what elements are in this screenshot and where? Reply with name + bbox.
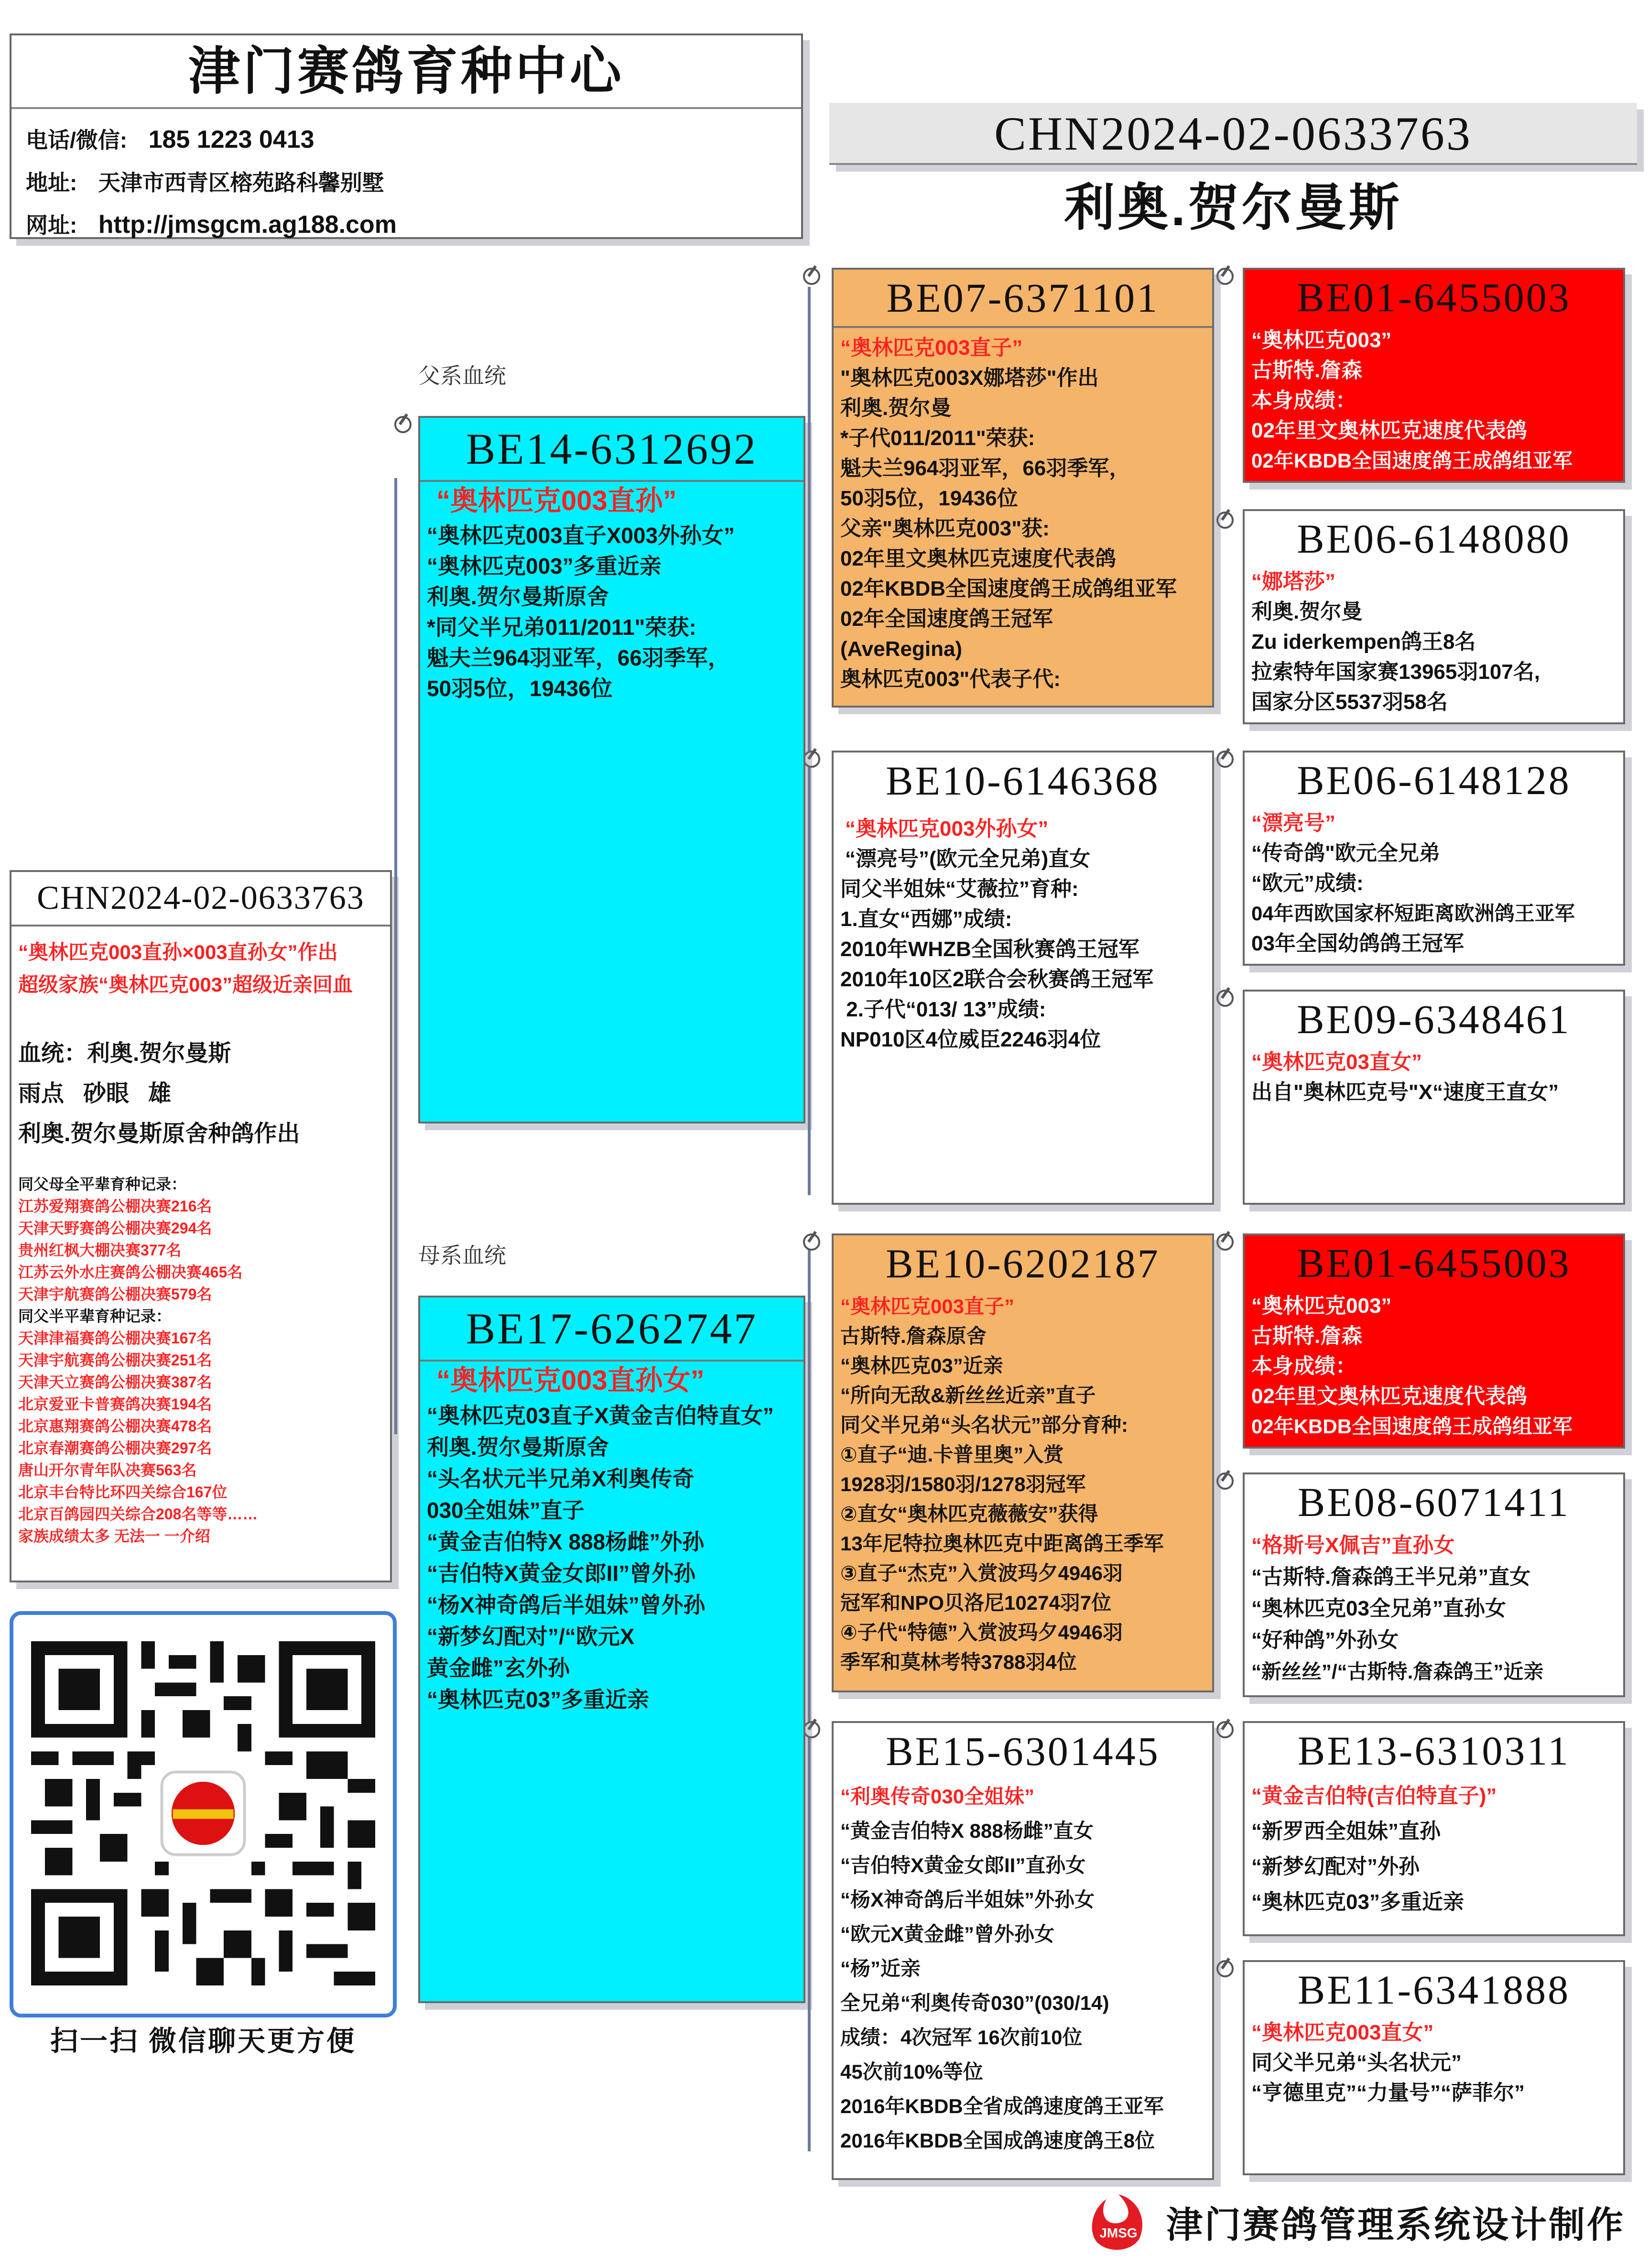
pedigree-line: 黄金雌”玄外孙 <box>427 1656 570 1680</box>
pedigree-line: ③直子“杰克”入赏波玛夕4946羽 <box>840 1562 1123 1584</box>
dsd-ring: BE08-6071411 <box>1297 1479 1571 1525</box>
dds-card[interactable] <box>1243 1721 1625 1936</box>
pedigree-line: 2010年WHZB全国秋赛鸽王冠军 <box>840 938 1139 961</box>
pedigree-line: 魁夫兰964羽亚军，66羽季军， <box>840 457 1130 480</box>
record-line: 北京春潮赛鸽公棚决赛297名 <box>18 1439 212 1457</box>
sds-lines <box>1245 808 1623 959</box>
pedigree-line: 2010年10区2联合会秋赛鸽王冠军 <box>840 968 1154 991</box>
pedigree-line: “杨”近亲 <box>840 1957 921 1980</box>
sss-card[interactable] <box>1243 268 1625 483</box>
record-line: 北京爱亚卡普赛鸽决赛194名 <box>18 1396 212 1413</box>
subject-line <box>18 1001 383 1034</box>
sss-lines <box>1245 325 1623 476</box>
pin-icon <box>1216 1472 1234 1490</box>
pedigree-line: “奥林匹克003” <box>1251 1294 1392 1318</box>
pedigree-line: “格斯号X佩吉”直孙女 <box>1251 1534 1455 1557</box>
pedigree-line: 魁夫兰964羽亚军，66羽季军， <box>427 645 730 670</box>
pedigree-line: 季军和莫林考特3788羽4位 <box>840 1651 1077 1673</box>
pin-icon <box>803 1721 820 1738</box>
sire-dam-lines <box>834 809 1212 1055</box>
address-text: 天津市西青区榕苑路科馨别墅 <box>98 170 384 195</box>
record-line: 同父半平辈育种记录： <box>18 1308 172 1325</box>
pedigree-line: *子代011/2011"荣获: <box>840 426 1035 450</box>
pedigree-line: 古斯特.詹森原舍 <box>840 1325 987 1347</box>
dam-sire-card[interactable] <box>832 1233 1214 1692</box>
sire-section-label: 父系血统 <box>418 363 506 388</box>
pedigree-line: “所向无敌&新丝丝近亲”直子 <box>840 1384 1096 1407</box>
pedigree-line: “奥林匹克003” <box>1251 328 1392 352</box>
record-line: 江苏云外水庄赛鸽公棚决赛465名 <box>18 1264 243 1281</box>
pin-icon <box>803 268 820 285</box>
pedigree-line: 利奥.贺尔曼斯原舍 <box>427 584 609 609</box>
dss-lines <box>1245 1291 1623 1441</box>
sire-sire-lines <box>834 328 1212 694</box>
ssd-lines <box>1245 567 1623 717</box>
pedigree-line: “奥林匹克003直孙” <box>436 485 677 516</box>
pin-icon <box>394 416 412 433</box>
dss-ring: BE01-6455003 <box>1297 1240 1571 1286</box>
pin-icon <box>1216 751 1234 768</box>
footer-logo-text: JMSG <box>1099 2225 1138 2240</box>
pedigree-line: 1.直女“西娜”成绩: <box>840 907 1012 931</box>
record-line: 北京惠翔赛鸽公棚决赛478名 <box>18 1418 212 1435</box>
sire-sire-ring: BE07-6371101 <box>834 270 1212 328</box>
qr-frame[interactable] <box>10 1611 397 2017</box>
subject-line: 利奥.贺尔曼斯原舍种鸽作出 <box>18 1121 300 1146</box>
subject-line: “奥林匹克003直孙×003直孙女”作出 <box>18 941 338 963</box>
sire-sire-card[interactable] <box>832 268 1214 708</box>
connector-main <box>394 478 397 1434</box>
qr-code-icon[interactable] <box>31 1641 375 1985</box>
pedigree-line: 02年KBDB全国速度鸽王成鸽组亚军 <box>1251 449 1573 472</box>
center-info-box <box>10 33 803 239</box>
sire-dam-card[interactable] <box>832 751 1214 1205</box>
pedigree-line: “奥林匹克003直子” <box>840 1295 1015 1318</box>
sss-ring: BE01-6455003 <box>1297 274 1571 320</box>
web-link[interactable]: http://jmsgcm.ag188.com <box>98 211 397 239</box>
phone-row <box>26 119 787 161</box>
title-ring: CHN2024-02-0633763 <box>994 107 1472 160</box>
pin-icon <box>1216 1233 1234 1251</box>
pin-icon <box>1216 990 1234 1007</box>
subject-records <box>11 1154 390 1547</box>
center-name: 津门赛鸽育种中心 <box>11 35 801 109</box>
title-ring-bar <box>829 103 1637 165</box>
connector-sire <box>808 287 811 1195</box>
web-label: 网址: <box>26 213 77 238</box>
pedigree-line: “新罗西全姐妹”直孙 <box>1251 1820 1441 1843</box>
pedigree-line: 1928羽/1580羽/1278羽冠军 <box>840 1473 1086 1495</box>
pedigree-line: ④子代“特德”入赏波玛夕4946羽 <box>840 1621 1123 1644</box>
pedigree-line: Zu iderkempen鸽王8名 <box>1251 630 1476 654</box>
record-line: 天津津福赛鸽公棚决赛167名 <box>18 1330 212 1347</box>
pedigree-line: 同父半兄弟“头名状元” <box>1251 2051 1462 2074</box>
pedigree-line: “奥林匹克03”近亲 <box>840 1354 1003 1377</box>
phone-number[interactable]: 185 1223 0413 <box>148 126 315 153</box>
dds-ring: BE13-6310311 <box>1297 1728 1571 1774</box>
pedigree-line: “头名状元半兄弟X利奥传奇 <box>427 1466 694 1491</box>
subject-lines <box>11 927 390 1154</box>
pedigree-line: “亨德里克”“力量号”“萨菲尔” <box>1251 2081 1525 2104</box>
title-strain: 利奥.贺尔曼斯 <box>1064 180 1402 236</box>
pedigree-line: 02年里文奥林匹克速度代表鸽 <box>1251 1385 1527 1408</box>
record-line: 同父母全平辈育种记录： <box>18 1176 187 1193</box>
dam-section-label: 母系血统 <box>418 1243 506 1268</box>
pedigree-line: “奥林匹克003直子” <box>840 336 1023 360</box>
pedigree-line: 本身成绩： <box>1251 1354 1356 1378</box>
pedigree-line: “新丝丝”/“古斯特.詹森鸽王”近亲 <box>1251 1660 1544 1683</box>
pedigree-line: “奥林匹克03全兄弟”直孙女 <box>1251 1597 1506 1620</box>
footer-logo <box>1085 2190 1152 2257</box>
record-line: 贵州红枫大棚决赛377名 <box>18 1242 182 1259</box>
pedigree-line: “古斯特.詹森鸽王半兄弟”直女 <box>1251 1565 1531 1589</box>
pedigree-line: 2016年KBDB全国成鸽速度鸽王8位 <box>840 2129 1155 2152</box>
pedigree-line: “漂亮号”(欧元全兄弟)直女 <box>845 847 1091 871</box>
pedigree-line: “漂亮号” <box>1251 811 1335 835</box>
pedigree-line: ①直子“迪.卡普里奥”入赏 <box>840 1443 1064 1466</box>
pedigree-line: 奥林匹克003"代表子代: <box>840 667 1061 691</box>
sire-ring: BE14-6312692 <box>420 418 803 482</box>
pedigree-line: “黄金吉伯特(吉伯特直子)” <box>1251 1784 1497 1808</box>
subject-ring: CHN2024-02-0633763 <box>11 872 390 927</box>
pedigree-line: 利奥.贺尔曼 <box>840 396 952 420</box>
pedigree-line: 13年尼特拉奥林匹克中距离鸽王季军 <box>840 1532 1164 1555</box>
pedigree-line: “利奥传奇030全姐妹” <box>840 1785 1035 1808</box>
address-row <box>26 161 787 204</box>
pedigree-line: 2.子代“013/ 13”成绩: <box>840 998 1046 1021</box>
pedigree-line: 成绩：4次冠军 16次前10位 <box>840 2026 1083 2049</box>
record-line: 天津天野赛鸽公棚决赛294名 <box>18 1220 212 1237</box>
pedigree-line: 02年里文奥林匹克速度代表鸽 <box>1251 419 1527 442</box>
dss-card[interactable] <box>1243 1233 1625 1449</box>
pedigree-line: 全兄弟“利奥传奇030”(030/14) <box>840 1992 1109 2014</box>
pedigree-line: 本身成绩： <box>1251 389 1356 412</box>
pedigree-line: “黄金吉伯特X 888杨雌”直女 <box>840 1820 1094 1842</box>
record-line: 天津宇航赛鸽公棚决赛251名 <box>18 1352 212 1369</box>
dsd-card[interactable] <box>1243 1472 1625 1697</box>
sds-ring: BE06-6148128 <box>1297 757 1571 803</box>
pin-icon <box>1216 1960 1234 1977</box>
record-line: 唐山开尔青年队决赛563名 <box>18 1461 197 1479</box>
pedigree-line: "奥林匹克003X娜塔莎"作出 <box>840 366 1099 390</box>
dds-lines <box>1245 1778 1623 1920</box>
pedigree-line: 03年全国幼鸽鸽王冠军 <box>1251 932 1464 955</box>
pedigree-line: 国家分区5537羽58名 <box>1251 690 1448 714</box>
sdd-ring: BE09-6348461 <box>1297 996 1571 1042</box>
pedigree-line: 利奥.贺尔曼 <box>1251 600 1363 623</box>
pedigree-line: 2016年KBDB全省成鸽速度鸽王亚军 <box>840 2095 1164 2117</box>
footer-credit: 津门赛鸽管理系统设计制作 <box>1166 2205 1625 2246</box>
pedigree-line: 同父半姐妹“艾薇拉”育种: <box>840 877 1079 901</box>
pedigree-line: 50羽5位，19436位 <box>427 676 613 701</box>
record-line: 天津天立赛鸽公棚决赛387名 <box>18 1374 212 1391</box>
pedigree-line: “新梦幻配对”外孙 <box>1251 1855 1420 1878</box>
web-row <box>26 204 787 246</box>
sire-lines <box>420 482 803 704</box>
pedigree-line: 02年KBDB全国速度鸽王成鸽组亚军 <box>840 577 1177 600</box>
pedigree-line: 拉索特年国家赛13965羽107名, <box>1251 660 1540 684</box>
dam-sire-ring: BE10-6202187 <box>886 1241 1160 1287</box>
pedigree-line: 出自"奥林匹克号"X“速度王直女” <box>1251 1080 1559 1104</box>
pedigree-line: “传奇鸽"欧元全兄弟 <box>1251 841 1440 865</box>
pedigree-line: 45次前10%等位 <box>840 2061 983 2083</box>
record-line: 家族成绩太多 无法一 一介绍 <box>18 1527 210 1545</box>
dam-ring: BE17-6262747 <box>420 1298 803 1362</box>
pedigree-line: “奥林匹克003”多重近亲 <box>427 554 662 578</box>
dsd-lines <box>1245 1530 1623 1688</box>
pedigree-line: “黄金吉伯特X 888杨雌”外孙 <box>427 1529 705 1554</box>
pedigree-line: “奥林匹克03”多重近亲 <box>427 1687 650 1712</box>
pedigree-line: ②直女“奥林匹克薇薇安”获得 <box>840 1503 1098 1525</box>
sds-card[interactable] <box>1243 751 1625 966</box>
pedigree-line: 50羽5位，19436位 <box>840 487 1018 510</box>
subject-line: 血统：利奥.贺尔曼斯 <box>18 1041 231 1066</box>
pedigree-line: “奥林匹克003直女” <box>1251 2021 1434 2044</box>
pedigree-line: 利奥.贺尔曼斯原舍 <box>427 1435 609 1460</box>
pedigree-line: (AveRegina) <box>840 637 963 661</box>
ddd-ring: BE11-6341888 <box>1297 1967 1571 2013</box>
record-line: 北京百鸽园四关综合208名等等…… <box>18 1505 258 1523</box>
pin-icon <box>803 1233 820 1251</box>
pedigree-line: “吉伯特X黄金女郎II”直孙女 <box>840 1854 1086 1876</box>
pedigree-line: 同父半兄弟“头名状元”部分育种: <box>840 1414 1128 1436</box>
subject-line: 超级家族“奥林匹克003”超级近亲回血 <box>18 973 353 996</box>
pin-icon <box>1216 1721 1234 1738</box>
pedigree-line: “奥林匹克003直子X003外孙女” <box>427 523 735 548</box>
dam-card[interactable] <box>418 1296 805 2003</box>
subject-line: 雨点 砂眼 雄 <box>18 1081 172 1106</box>
pedigree-line: “奥林匹克003外孙女” <box>845 817 1049 840</box>
jmsg-logo-icon <box>1085 2190 1152 2257</box>
pedigree-line: 古斯特.詹森 <box>1251 359 1363 382</box>
pedigree-line: “杨X神奇鸽后半姐妹”曾外孙 <box>427 1592 705 1617</box>
pedigree-line: “欧元X黄金雌”曾外孙女 <box>840 1923 1055 1945</box>
pedigree-line: *同父半兄弟011/2011"荣获: <box>427 615 696 640</box>
pedigree-line: NP010区4位威臣2246羽4位 <box>840 1028 1101 1051</box>
pin-icon <box>1216 268 1234 285</box>
sdd-card[interactable] <box>1243 990 1625 1205</box>
qr-caption: 扫一扫 微信聊天更方便 <box>50 2026 357 2057</box>
pedigree-line: “新梦幻配对”/“欧元X <box>427 1624 635 1649</box>
pedigree-line: “奥林匹克03直女” <box>1251 1050 1422 1074</box>
ddd-card[interactable] <box>1243 1960 1625 2175</box>
pedigree-line: “好种鸽”外孙女 <box>1251 1628 1399 1652</box>
pedigree-line: “杨X神奇鸽后半姐妹”外孙女 <box>840 1888 1095 1911</box>
sire-dam-ring: BE10-6146368 <box>886 758 1160 804</box>
pedigree-line: “吉伯特X黄金女郎II”曾外孙 <box>427 1561 696 1586</box>
pedigree-line: “奥林匹克03直子X黄金吉伯特直女” <box>427 1403 774 1428</box>
sdd-lines <box>1245 1047 1623 1107</box>
record-line: 江苏爱翔赛鸽公棚决赛216名 <box>18 1198 212 1215</box>
dam-dam-ring: BE15-6301445 <box>886 1728 1160 1774</box>
subject-card[interactable] <box>10 870 392 1582</box>
pedigree-line: “娜塔莎” <box>1251 570 1335 593</box>
address-label: 地址: <box>26 170 77 195</box>
record-line: 天津宇航赛鸽公棚决赛579名 <box>18 1286 212 1303</box>
sire-card[interactable] <box>418 416 805 1123</box>
dam-sire-lines <box>834 1292 1212 1677</box>
ddd-lines <box>1245 2017 1623 2108</box>
connector-dam <box>808 1243 811 2151</box>
pedigree-line: “奥林匹克003直孙女” <box>436 1365 705 1396</box>
pin-icon <box>803 751 820 768</box>
pedigree-line: 02年KBDB全国速度鸽王成鸽组亚军 <box>1251 1415 1573 1438</box>
pedigree-line: “欧元”成绩: <box>1251 872 1364 895</box>
pedigree-line: 030全姐妹”直子 <box>427 1498 585 1523</box>
dam-lines <box>420 1362 803 1715</box>
pin-icon <box>1216 512 1234 529</box>
pedigree-line: “奥林匹克03”多重近亲 <box>1251 1890 1464 1914</box>
ssd-card[interactable] <box>1243 509 1625 724</box>
dam-dam-card[interactable] <box>832 1721 1214 2180</box>
pedigree-line: 02年全国速度鸽王冠军 <box>840 607 1053 631</box>
pedigree-line: 04年西欧国家杯短距离欧洲鸽王亚军 <box>1251 902 1575 925</box>
record-line: 北京丰台特比环四关综合167位 <box>18 1483 228 1501</box>
phone-label: 电话/微信: <box>26 128 128 153</box>
pedigree-line: 02年里文奥林匹克速度代表鸽 <box>840 547 1116 570</box>
pedigree-line: 古斯特.詹森 <box>1251 1324 1363 1348</box>
ssd-ring: BE06-6148080 <box>1297 516 1571 562</box>
dam-dam-lines <box>834 1779 1212 2158</box>
pedigree-line: 冠军和NPO贝洛尼10274羽7位 <box>840 1592 1112 1614</box>
pedigree-line: 父亲"奥林匹克003"获: <box>840 517 1050 540</box>
